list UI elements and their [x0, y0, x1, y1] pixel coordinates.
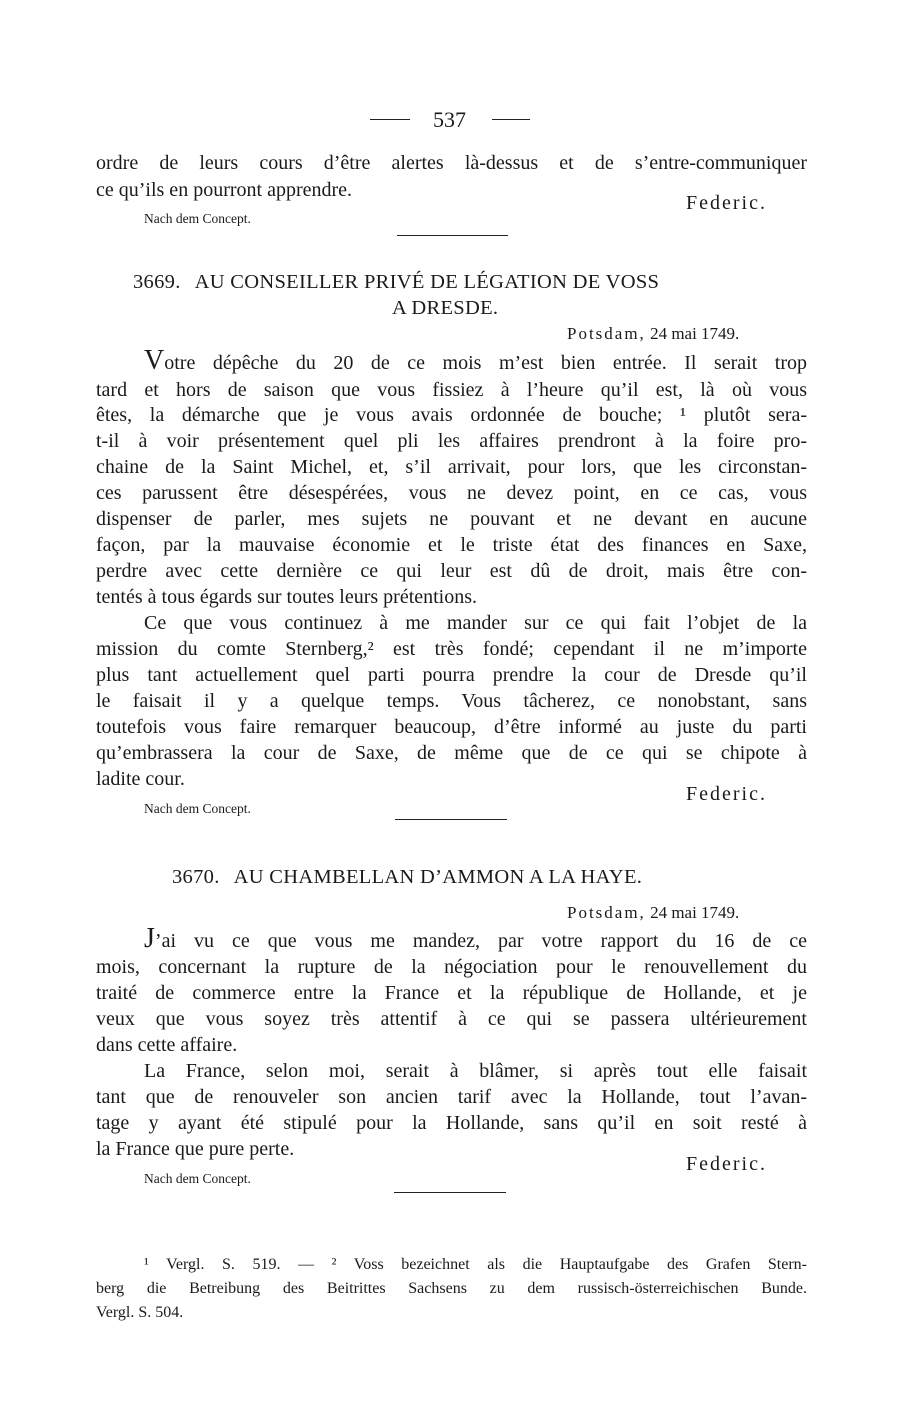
body-line: la France que pure perte.	[96, 1138, 295, 1160]
signature: Federic.	[686, 1153, 767, 1175]
footnote-line: Vergl. S. 504.	[96, 1304, 184, 1321]
section-divider	[394, 1192, 506, 1193]
concept-note: Nach dem Concept.	[144, 1171, 251, 1186]
body-line: ces parussent être désespérées, vous ne devez point, en ce cas, vous	[96, 482, 807, 504]
body-line: dispenser de parler, mes sujets ne pouvant et ne devant en aucune	[96, 508, 807, 530]
body-line-text: otre dépêche du 20 de ce mois m’est bien entrée. Il serait trop	[164, 352, 807, 374]
body-line: ladite cour.	[96, 768, 185, 790]
body-line: tage y ayant été stipulé pour la Hollande, sans qu’il en soit resté à	[96, 1112, 807, 1134]
body-line: Ce que vous continuez à me mander sur ce qui fait l’objet de la	[144, 612, 807, 634]
body-line: chaine de la Saint Michel, et, s’il arrivait, pour lors, que les circonstan-	[96, 456, 807, 478]
body-line: tard et hors de saison que vous fissiez à l’heure qu’il est, là où vous	[96, 379, 807, 401]
body-line: dans cette affaire.	[96, 1034, 238, 1056]
letter-number: 3670.	[172, 866, 220, 888]
body-line: veux que vous soyez très attentif à ce qui se passera ultérieurement	[96, 1008, 807, 1030]
letter-dateline	[567, 324, 739, 344]
initial-letter: J	[144, 923, 155, 954]
letter-title: AU CHAMBELLAN D’AMMON A LA HAYE.	[233, 866, 643, 888]
footnote-line: berg die Betreibung des Beitrittes Sachsens zu dem russisch-österreichischen Bunde.	[96, 1280, 807, 1297]
letter-heading	[133, 271, 659, 294]
intro-line: ordre de leurs cours d’être alertes là-dessus et de s’entre-communiquer	[96, 152, 807, 174]
body-line-text: ’ai vu ce que vous me mandez, par votre rapport du 16 de ce	[154, 930, 807, 952]
body-line: le faisait il y a quelque temps. Vous tâcherez, ce nonobstant, sans	[96, 690, 807, 712]
intro-line: ce qu’ils en pourront apprendre.	[96, 179, 353, 201]
dateline-date: 24 mai 1749.	[650, 324, 740, 343]
body-line: êtes, la démarche que je vous avais ordonnée de bouche; ¹ plutôt sera-	[96, 404, 807, 426]
body-line	[144, 923, 807, 954]
body-line: t-il à voir présentement quel pli les affaires prendront à la foire pro-	[96, 430, 807, 452]
concept-note: Nach dem Concept.	[144, 801, 251, 816]
body-line: tant que de renouveler son ancien tarif avec la Hollande, tout l’avan-	[96, 1086, 807, 1108]
page-number: 537	[433, 107, 466, 132]
letter-heading	[172, 866, 642, 889]
body-line: façon, par la mauvaise économie et le triste état des finances en Saxe,	[96, 534, 807, 556]
letter-dateline	[567, 903, 739, 923]
header-dash-right	[492, 119, 530, 120]
letter-number: 3669.	[133, 271, 181, 293]
footnote-line: ¹ Vergl. S. 519. — ² Voss bezeichnet als die Hauptaufgabe des Grafen Stern-	[144, 1256, 807, 1273]
signature: Federic.	[686, 783, 767, 805]
section-divider	[395, 819, 507, 820]
body-line: toutefois vous faire remarquer beaucoup, d’être informé au juste du parti	[96, 716, 807, 738]
dateline-date: 24 mai 1749.	[650, 903, 740, 922]
signature: Federic.	[686, 192, 767, 214]
body-line	[144, 345, 807, 376]
body-line: traité de commerce entre la France et la république de Hollande, et je	[96, 982, 807, 1004]
body-line: La France, selon moi, serait à blâmer, si après tout elle faisait	[144, 1060, 807, 1082]
body-line: tentés à tous égards sur toutes leurs prétentions.	[96, 586, 478, 608]
dateline-place: Potsdam,	[567, 324, 646, 343]
body-line: mission du comte Sternberg,² est très fondé; cependant il ne m’importe	[96, 638, 807, 660]
body-line: plus tant actuellement quel parti pourra prendre la cour de Dresde qu’il	[96, 664, 807, 686]
letter-title: AU CONSEILLER PRIVÉ DE LÉGATION DE VOSS	[194, 271, 660, 293]
concept-note: Nach dem Concept.	[144, 211, 251, 226]
initial-letter: V	[144, 345, 165, 376]
body-line: mois, concernant la rupture de la négociation pour le renouvellement du	[96, 956, 807, 978]
body-line: perdre avec cette dernière ce qui leur est dû de droit, mais être con-	[96, 560, 807, 582]
dateline-place: Potsdam,	[567, 903, 646, 922]
letter-title-cont: A DRESDE.	[392, 297, 499, 319]
header-dash-left	[370, 119, 410, 120]
body-line: qu’embrassera la cour de Saxe, de même que de ce qui se chipote à	[96, 742, 807, 764]
section-divider	[397, 235, 508, 236]
